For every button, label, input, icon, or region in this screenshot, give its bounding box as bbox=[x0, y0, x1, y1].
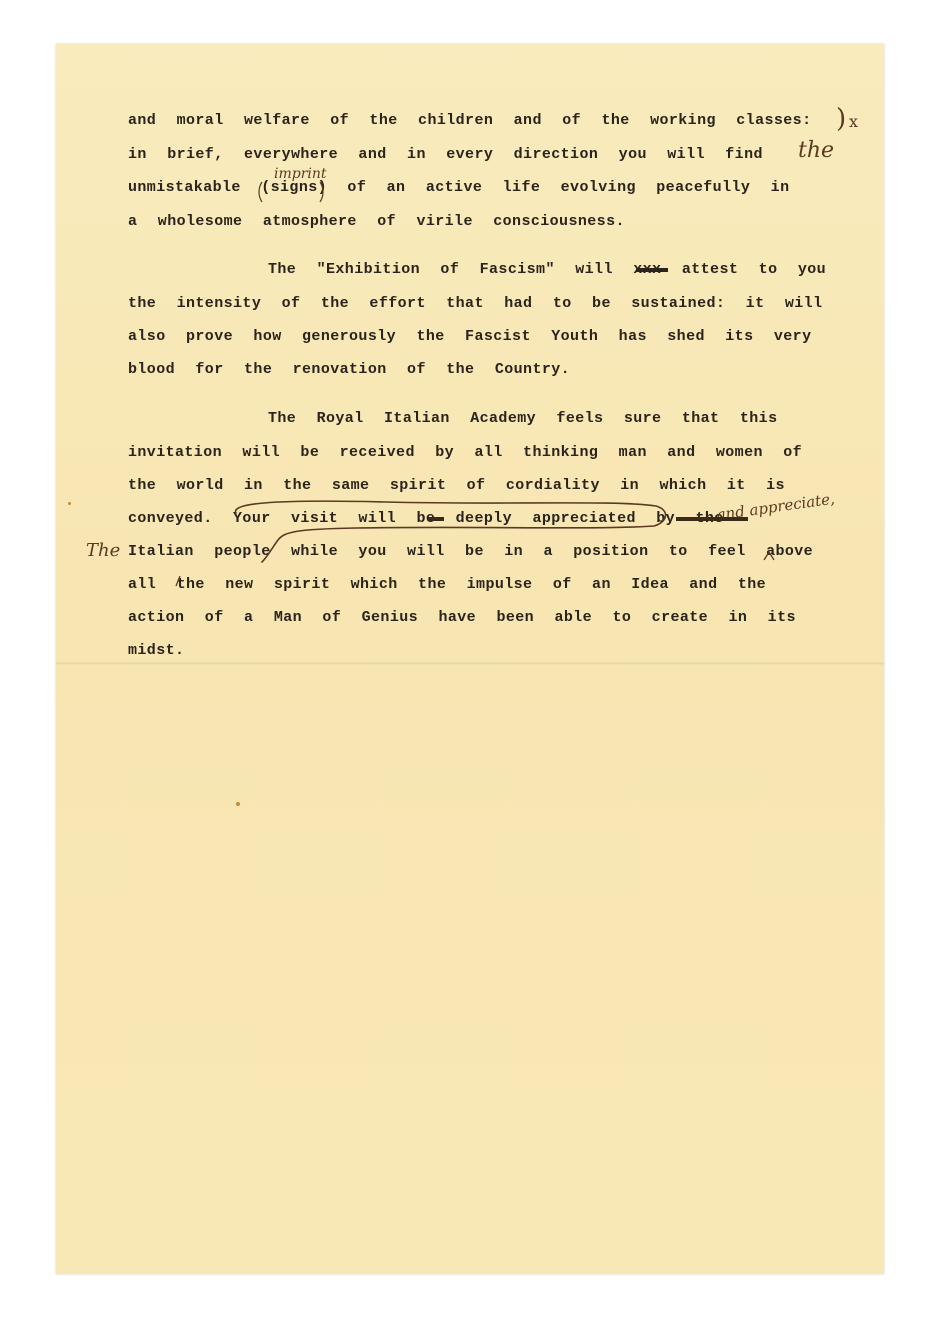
handwritten-mark-x: x bbox=[849, 112, 859, 131]
typed-line: the intensity of the effort that had to be sustained: it will bbox=[128, 295, 823, 312]
typed-line: midst. bbox=[128, 642, 185, 659]
typed-line: all the new spirit which the impulse of an Idea and the bbox=[128, 576, 767, 593]
handwritten-insert-imprint: imprint bbox=[274, 166, 327, 182]
document-page bbox=[56, 44, 884, 1274]
typed-line: also prove how generously the Fascist Youth has shed its very bbox=[128, 328, 812, 345]
handwritten-insert-The: The bbox=[86, 540, 121, 561]
typed-line: conveyed. Your visit will be deeply appreciated by the bbox=[128, 510, 724, 527]
handwritten-closing-paren: ) bbox=[836, 104, 847, 134]
handwritten-insert-the: the bbox=[798, 138, 835, 163]
typed-line: The Royal Italian Academy feels sure that this bbox=[268, 410, 778, 427]
typed-line: Italian people while you will be in a position to feel above bbox=[128, 543, 814, 560]
typed-line: a wholesome atmosphere of virile consciousness. bbox=[128, 213, 625, 230]
typed-line: The "Exhibition of Fascism" will xxx attest to you bbox=[268, 261, 827, 278]
typed-line: unmistakable (signs) of an active life evolving peacefully in bbox=[128, 179, 790, 196]
handwritten-ink-marks bbox=[56, 44, 884, 1274]
typed-line: invitation will be received by all thinking man and women of bbox=[128, 444, 803, 461]
handwritten-insert-and-appreciate: and appreciate, bbox=[715, 489, 836, 524]
ink-paren-signs-left bbox=[259, 182, 262, 202]
ink-loop-around-phrase bbox=[236, 501, 666, 562]
typed-line: blood for the renovation of the Country. bbox=[128, 361, 571, 378]
typed-line: in brief, everywhere and in every direction you will find bbox=[128, 146, 763, 163]
typed-line: action of a Man of Genius have been able to create in its bbox=[128, 609, 796, 626]
ink-caret-feel bbox=[764, 552, 774, 560]
ink-comma-all bbox=[176, 576, 180, 586]
ink-paren-signs-right bbox=[320, 182, 323, 202]
typed-line: the world in the same spirit of cordiality in which it is bbox=[128, 477, 785, 494]
typed-line: and moral welfare of the children and of the working classes: bbox=[128, 112, 812, 129]
